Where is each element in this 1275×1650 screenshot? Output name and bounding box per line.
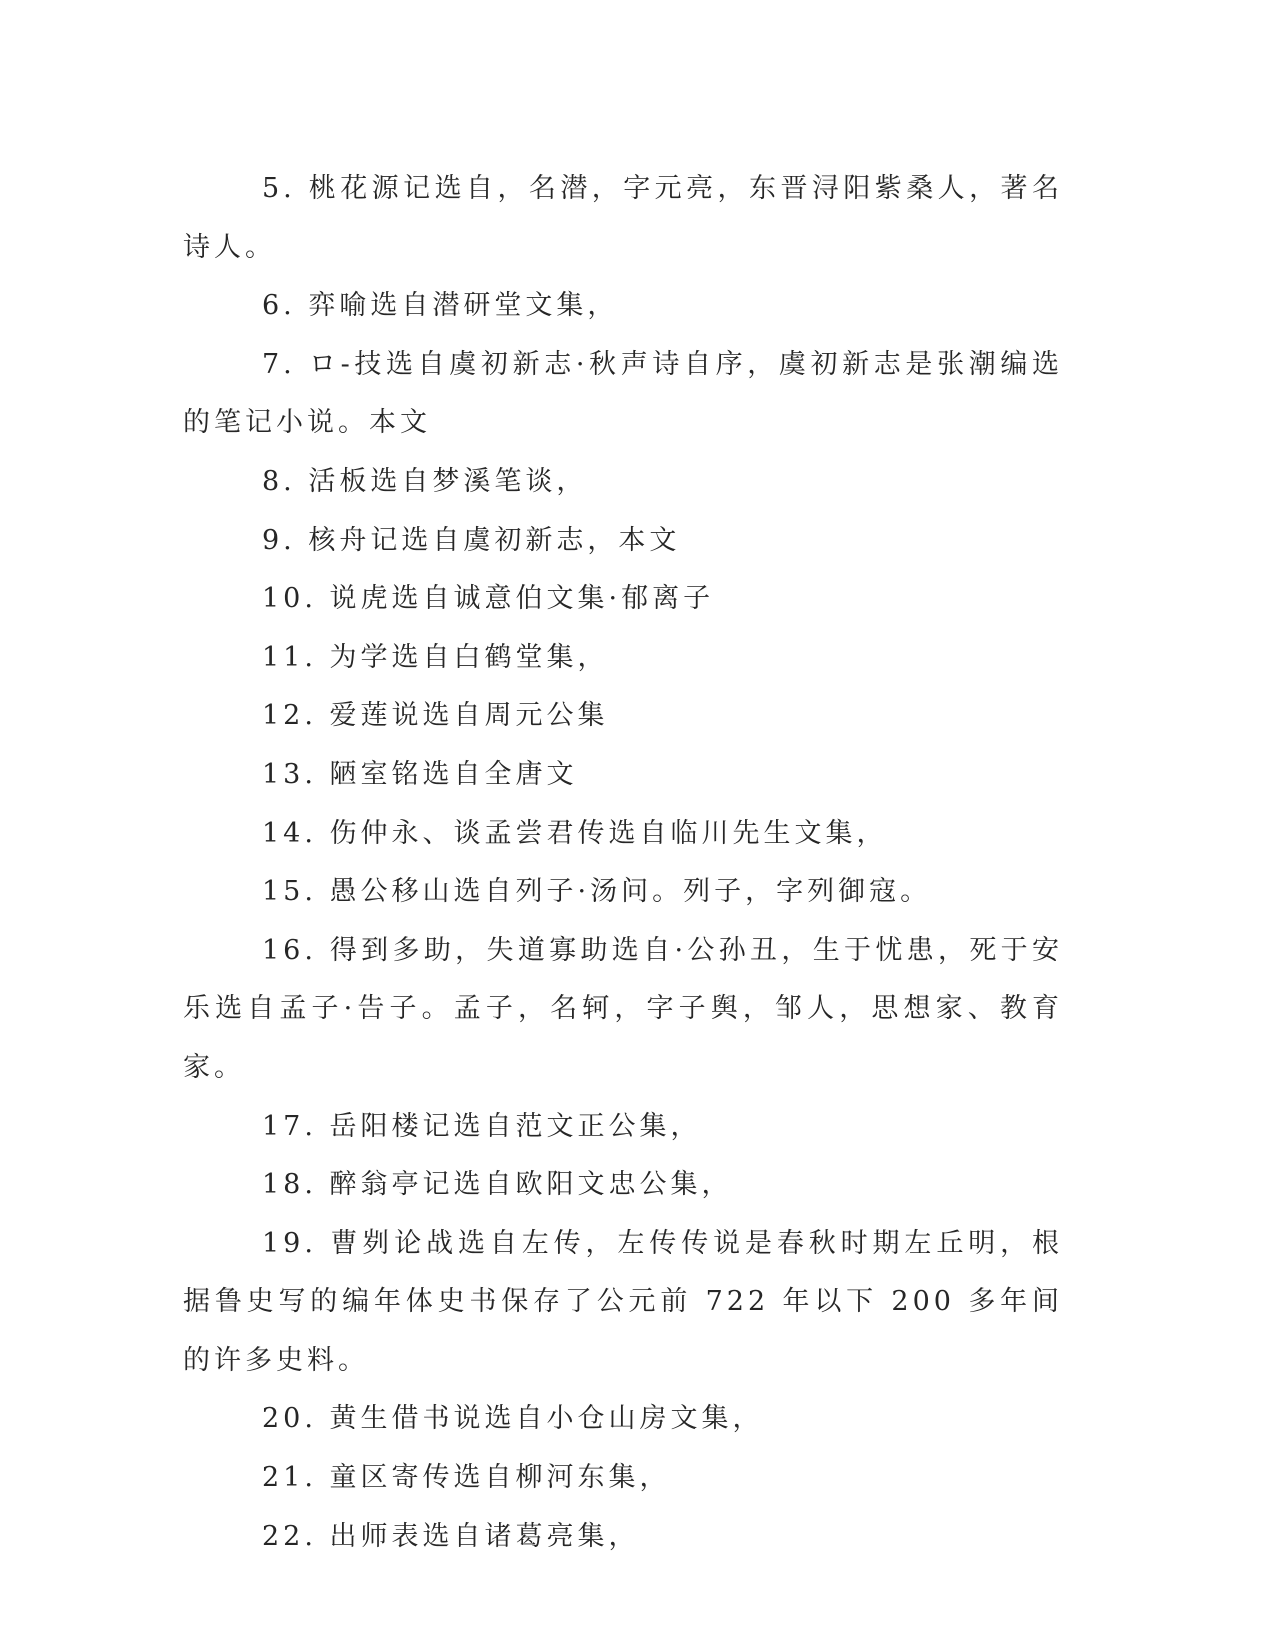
paragraph-6: 6. 弈喻选自潜研堂文集， bbox=[262, 290, 619, 322]
paragraph-12: 12. 爱莲说选自周元公集 bbox=[262, 700, 609, 732]
paragraph-14: 14. 伤仲永、谈孟尝君传选自临川先生文集， bbox=[262, 817, 888, 849]
paragraph-11: 11. 为学选自白鹤堂集， bbox=[262, 641, 609, 673]
paragraph-5: 5. 桃花源记选自，名潜，字元亮，东晋浔阳紫桑人，著名诗人。 bbox=[183, 173, 1063, 263]
paragraph-9: 9. 核舟记选自虞初新志，本文 bbox=[262, 524, 681, 556]
paragraph-21: 21. 童区寄传选自柳河东集， bbox=[262, 1462, 671, 1494]
document-body bbox=[183, 160, 1063, 1566]
paragraph-22: 22. 出师表选自诸葛亮集， bbox=[262, 1520, 640, 1552]
paragraph-16: 16. 得到多助，失道寡助选自·公孙丑，生于忧患，死于安乐选自孟子·告子。孟子，名轲，字子舆，邹人，思想家、教育家。 bbox=[183, 934, 1063, 1083]
paragraph-15: 15. 愚公移山选自列子·汤问。列子，字列御寇。 bbox=[262, 876, 932, 908]
paragraph-13: 13. 陋室铭选自全唐文 bbox=[262, 758, 578, 790]
paragraph-17: 17. 岳阳楼记选自范文正公集， bbox=[262, 1110, 702, 1142]
paragraph-20: 20. 黄生借书说选自小仓山房文集， bbox=[262, 1403, 764, 1435]
paragraph-18: 18. 醉翁亭记选自欧阳文忠公集， bbox=[262, 1169, 733, 1201]
paragraph-10: 10. 说虎选自诚意伯文集·郁离子 bbox=[262, 583, 715, 615]
paragraph-8: 8. 活板选自梦溪笔谈， bbox=[262, 465, 588, 497]
paragraph-19: 19. 曹刿论战选自左传，左传传说是春秋时期左丘明，根据鲁史写的编年体史书保存了公元前 722 年以下 200 多年间的许多史料。 bbox=[183, 1227, 1063, 1376]
paragraph-7: 7. ロ-技选自虞初新志·秋声诗自序，虞初新志是张潮编选的笔记小说。本文 bbox=[183, 348, 1063, 439]
